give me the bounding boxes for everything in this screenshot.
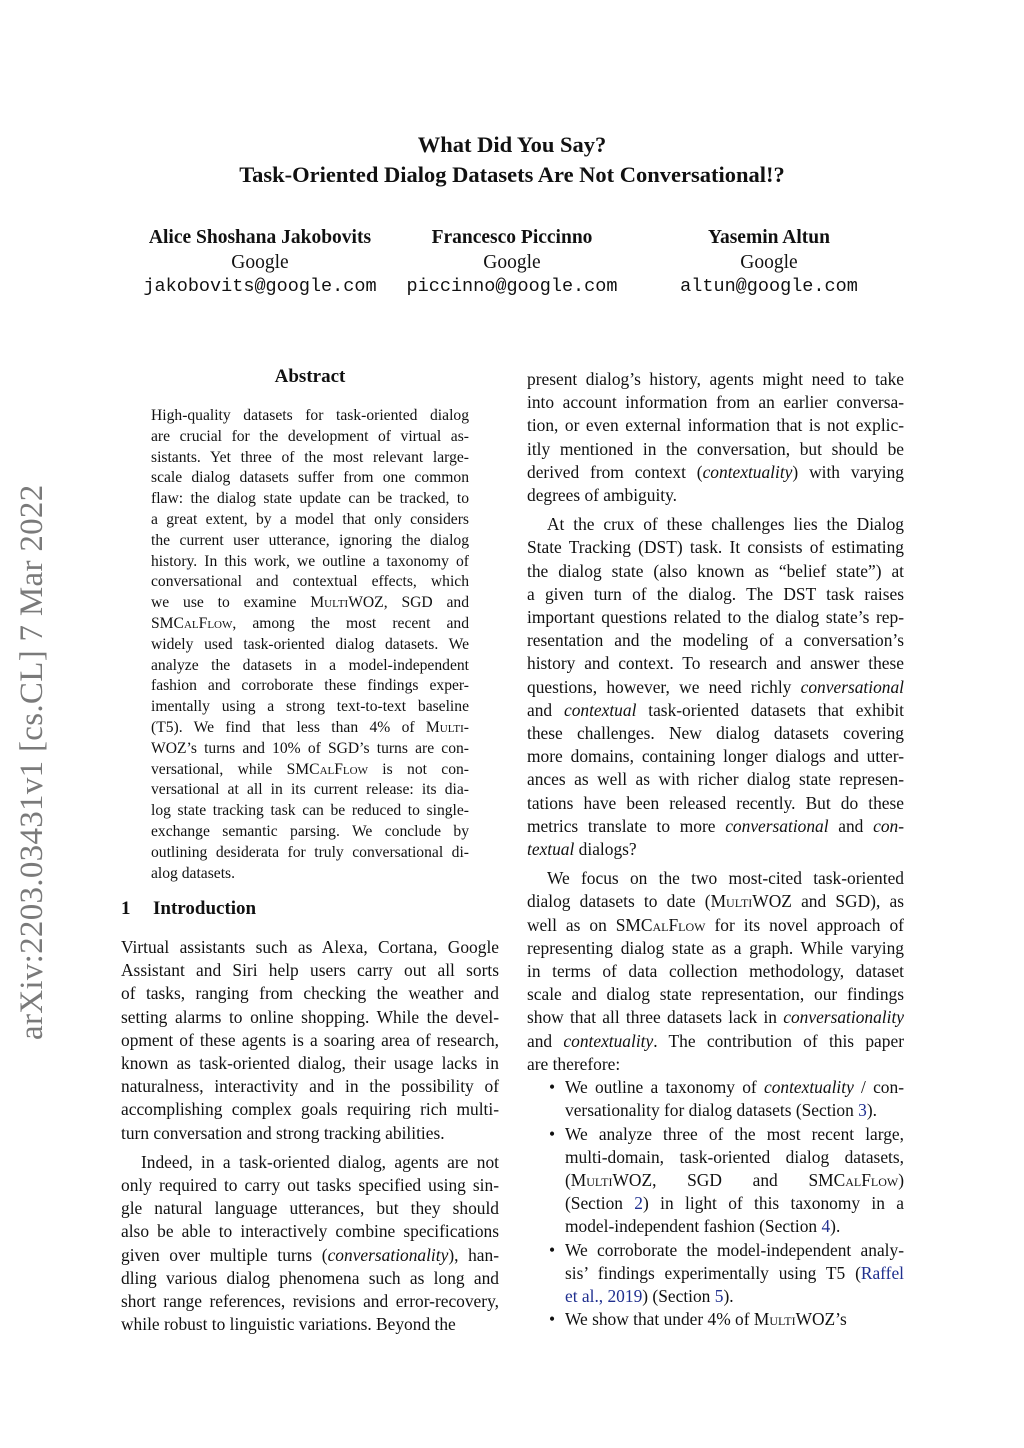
text-line: fashion and corroborate these findings exper- <box>151 677 469 695</box>
text-line: tion, or even external information that is not explic- <box>527 415 904 436</box>
intro-paragraph-2 <box>121 1151 499 1337</box>
text-line: known as task-oriented dialog, their usage lacks in <box>121 1053 499 1074</box>
author-email: piccinno@google.com <box>406 276 618 297</box>
text-line: textual dialogs? <box>527 839 637 860</box>
text-line: representing dialog state as a graph. While varying <box>527 937 904 958</box>
text-line: present dialog’s history, agents might need to take <box>527 369 904 389</box>
text-line: analyze the datasets in a model-independent <box>151 656 469 674</box>
bullet-icon: • <box>549 1309 556 1330</box>
text-line: ances as well as with richer dialog state represen- <box>527 769 904 790</box>
text-line: (Section 2) in light of this taxonomy in a <box>565 1193 904 1214</box>
text-line: We corroborate the model-independent analy- <box>565 1239 904 1260</box>
intro-paragraph-4 <box>527 513 904 861</box>
section-title: Introduction <box>153 898 257 919</box>
text-line: gle natural language utterances, but they should <box>121 1198 499 1219</box>
text-line: and contextuality. The contribution of this paper <box>527 1030 904 1051</box>
text-line: Assistant and Siri help users carry out all sorts <box>121 960 499 981</box>
text-line: into account information from an earlier conversa- <box>527 392 904 413</box>
text-line: history and context. To research and answer these <box>527 653 904 674</box>
contribution-item <box>527 1308 904 1331</box>
text-line: more domains, containing longer dialogs and utter- <box>527 746 904 767</box>
text-line: show that all three datasets lack in conversationality <box>527 1007 904 1028</box>
text-line: setting alarms to online shopping. While the devel- <box>121 1006 499 1027</box>
text-line: of tasks, ranging from checking the weather and <box>121 983 499 1004</box>
text-line: versationality for dialog datasets (Section 3). <box>565 1100 877 1121</box>
text-line: WOZ’s turns and 10% of SGD’s turns are con- <box>151 739 469 757</box>
text-line: itly mentioned in the conversation, but should be <box>527 438 904 459</box>
text-line: State Tracking (DST) task. It consists of estimating <box>527 537 904 558</box>
text-line: derived from context (contextuality) with varying <box>527 461 904 482</box>
author-email: jakobovits@google.com <box>143 276 377 297</box>
text-line: questions, however, we need richly conversational <box>527 676 904 697</box>
author-affiliation: Google <box>740 251 798 273</box>
text-line: widely used task-oriented dialog datasets. We <box>151 635 469 653</box>
title-line-2: Task-Oriented Dialog Datasets Are Not Conversational!? <box>239 162 785 187</box>
text-line: scale dialog datasets suffer from one common <box>151 469 469 487</box>
text-line: At the crux of these challenges lies the Dialog <box>547 514 904 535</box>
text-line: only required to carry out tasks specified using sin- <box>121 1175 499 1196</box>
text-line: sistants. Yet three of the most relevant large- <box>151 448 469 466</box>
author-2 <box>362 226 662 300</box>
text-line: Indeed, in a task-oriented dialog, agents are not <box>141 1151 499 1172</box>
text-line: resentation and the modeling of a conversation’s <box>527 630 904 651</box>
contribution-item <box>527 1239 904 1309</box>
text-line: these challenges. New dialog datasets covering <box>527 723 904 744</box>
text-line: et al., 2019) (Section 5). <box>565 1285 734 1306</box>
text-line: history. In this work, we outline a taxonomy of <box>151 552 469 570</box>
text-line: outlining desiderata for truly conversational di- <box>151 843 469 861</box>
author-name: Francesco Piccinno <box>431 227 593 248</box>
text-line: opment of these agents is a soaring area of research, <box>121 1029 499 1050</box>
author-name: Alice Shoshana Jakobovits <box>148 227 372 248</box>
author-3 <box>619 226 919 300</box>
author-affiliation: Google <box>231 251 289 273</box>
text-line: We analyze three of the most recent large, <box>565 1123 904 1144</box>
intro-paragraph-1 <box>121 936 499 1145</box>
text-line: are crucial for the development of virtual as- <box>151 427 469 445</box>
text-line: while robust to linguistic variations. Beyond the <box>121 1314 456 1335</box>
bullet-icon: • <box>549 1123 556 1144</box>
text-line: Virtual assistants such as Alexa, Cortana, Google <box>121 937 499 957</box>
text-line: turn conversation and strong tracking abilities. <box>121 1122 445 1143</box>
text-line: dling various dialog phenomena such as long and <box>121 1267 499 1288</box>
text-line: imentally using a strong text-to-text baseline <box>151 698 469 716</box>
contributions-list <box>527 1076 904 1331</box>
bullet-icon: • <box>549 1239 556 1260</box>
author-affiliation: Google <box>483 251 541 273</box>
text-line: log state tracking task can be reduced to single- <box>151 802 469 820</box>
text-line: well as on SMCalFlow for its novel approach of <box>527 914 904 935</box>
text-line: degrees of ambiguity. <box>527 485 678 506</box>
author-email: altun@google.com <box>680 276 858 297</box>
text-line: tations have been released recently. But do these <box>527 792 904 813</box>
bullet-icon: • <box>549 1077 556 1098</box>
right-column-text <box>527 368 904 1331</box>
text-line: model-independent fashion (Section 4). <box>565 1216 841 1237</box>
text-line: a given turn of the dialog. The DST task raises <box>527 583 904 604</box>
text-line: (MultiWOZ, SGD and SMCalFlow) <box>565 1169 904 1190</box>
text-line: conversational and contextual effects, which <box>151 573 469 591</box>
contribution-item <box>527 1123 904 1239</box>
text-line: dialog datasets to date (MultiWOZ and SGD), as <box>527 891 904 912</box>
text-line: We outline a taxonomy of contextuality / con- <box>565 1077 904 1098</box>
text-line: the current user utterance, ignoring the dialog <box>151 531 469 549</box>
text-line: versational at all in its current release: its dia- <box>151 781 469 799</box>
intro-paragraph-5 <box>527 867 904 1076</box>
text-line: and contextual task-oriented datasets that exhibit <box>527 699 904 720</box>
text-line: short range references, revisions and error-recovery, <box>121 1291 499 1312</box>
text-line: naturalness, interactivity and in the possibility of <box>121 1076 499 1097</box>
text-line: given over multiple turns (conversationality), han- <box>121 1244 499 1265</box>
author-name: Yasemin Altun <box>708 227 830 248</box>
intro-paragraph-3 <box>527 368 904 507</box>
left-column-text <box>121 936 499 1336</box>
text-line: We show that under 4% of MultiWOZ’s <box>565 1309 847 1330</box>
abstract-body <box>151 406 469 884</box>
paper-title <box>0 130 1024 190</box>
text-line: also be able to interactively combine specifications <box>121 1221 499 1242</box>
title-line-1: What Did You Say? <box>417 132 607 157</box>
text-line: important questions related to the dialog state’s rep- <box>527 607 904 628</box>
text-line: the dialog state (also known as “belief state”) at <box>527 560 904 581</box>
text-line: a great extent, by a model that only considers <box>151 510 469 528</box>
text-line: High-quality datasets for task-oriented dialog <box>151 407 469 424</box>
text-line: sis’ findings experimentally using T5 (Raffel <box>565 1262 904 1283</box>
abstract-heading: Abstract <box>274 366 346 387</box>
text-line: in terms of data collection methodology, dataset <box>527 961 904 982</box>
text-line: metrics translate to more conversational and con- <box>527 815 904 836</box>
text-line: versational, while SMCalFlow is not con- <box>151 760 469 778</box>
arxiv-stamp: arXiv:2203.03431v1 [cs.CL] 7 Mar 2022 <box>14 484 50 1040</box>
text-line: alog datasets. <box>151 864 236 882</box>
text-line: scale and dialog state representation, our findings <box>527 984 904 1005</box>
text-line: multi-domain, task-oriented dialog datasets, <box>565 1146 904 1167</box>
text-line: exchange semantic parsing. We conclude by <box>151 822 469 840</box>
section-number: 1 <box>121 898 131 919</box>
text-line: accomplishing complex goals requiring rich multi- <box>121 1099 499 1120</box>
section-heading-introduction <box>121 898 256 920</box>
text-line: we use to examine MultiWOZ, SGD and <box>151 594 469 612</box>
text-line: flaw: the dialog state update can be tracked, to <box>151 490 469 508</box>
text-line: are therefore: <box>527 1053 621 1074</box>
contribution-item <box>527 1076 904 1122</box>
text-line: SMCalFlow, among the most recent and <box>151 614 469 632</box>
text-line: (T5). We find that less than 4% of Multi- <box>151 718 469 736</box>
text-line: We focus on the two most-cited task-oriented <box>547 868 904 889</box>
